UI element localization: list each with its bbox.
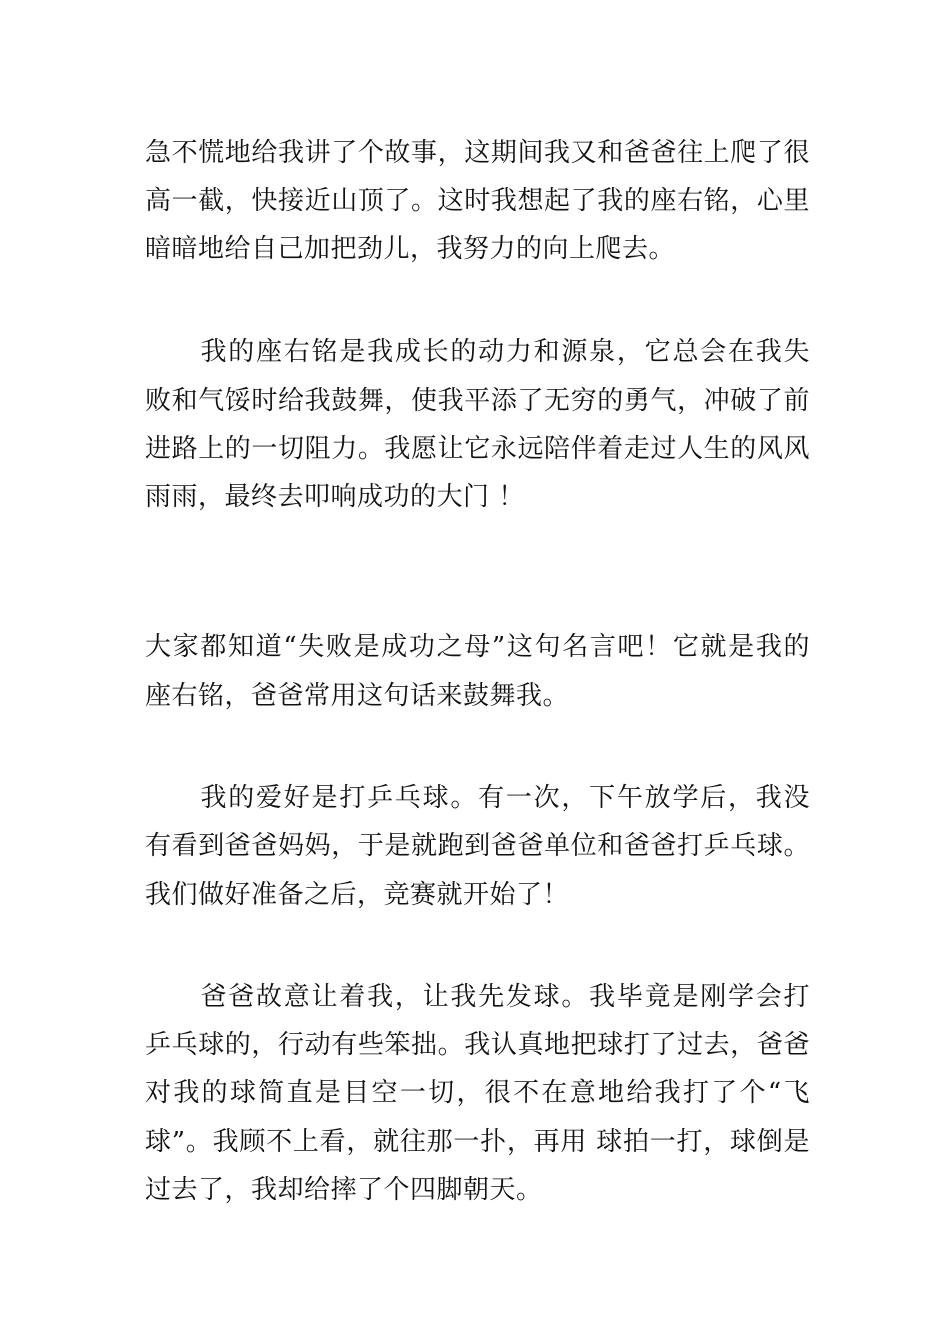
text-line: 败和气馁时给我鼓舞，使我平添了无穷的勇气，冲破了前 bbox=[145, 386, 810, 416]
text-line: 暗暗地给自己加把劲儿，我努力的向上爬去。 bbox=[145, 234, 676, 264]
text-line: 对我的球简直是目空一切，很不在意地给我打了个“飞 bbox=[145, 1078, 810, 1108]
text-line: 我们做好准备之后，竞赛就开始了！ bbox=[145, 880, 570, 910]
text-line: 我的爱好是打乒乓球。有一次，下午放学后，我没 bbox=[145, 783, 810, 813]
text-line: 过去了，我却给摔了个四脚朝天。 bbox=[145, 1175, 543, 1205]
text-line: 进路上的一切阻力。我愿让它永远陪伴着走过人生的风风 bbox=[145, 434, 810, 464]
text-line: 球”。我顾不上看，就往那一扑，再用 球拍一打，球倒是 bbox=[145, 1127, 810, 1157]
text-line: 急不慌地给我讲了个故事，这期间我又和爸爸往上爬了很 bbox=[145, 138, 810, 168]
text-line: 乒乓球的，行动有些笨拙。我认真地把球打了过去，爸爸 bbox=[145, 1030, 810, 1060]
text-line: 高一截，快接近山顶了。这时我想起了我的座右铭，心里 bbox=[145, 186, 810, 216]
text-line: 有看到爸爸妈妈，于是就跑到爸爸单位和爸爸打乒乓球。 bbox=[145, 831, 810, 861]
text-line: 爸爸故意让着我，让我先发球。我毕竟是刚学会打 bbox=[145, 982, 810, 1012]
text-line: 雨雨，最终去叩响成功的大门 ！ bbox=[145, 482, 525, 512]
text-line: 大家都知道“失败是成功之母”这句名言吧！它就是我的 bbox=[145, 632, 810, 662]
text-line: 座右铭，爸爸常用这句话来鼓舞我。 bbox=[145, 681, 570, 711]
text-line: 我的座右铭是我成长的动力和源泉，它总会在我失 bbox=[145, 337, 810, 367]
